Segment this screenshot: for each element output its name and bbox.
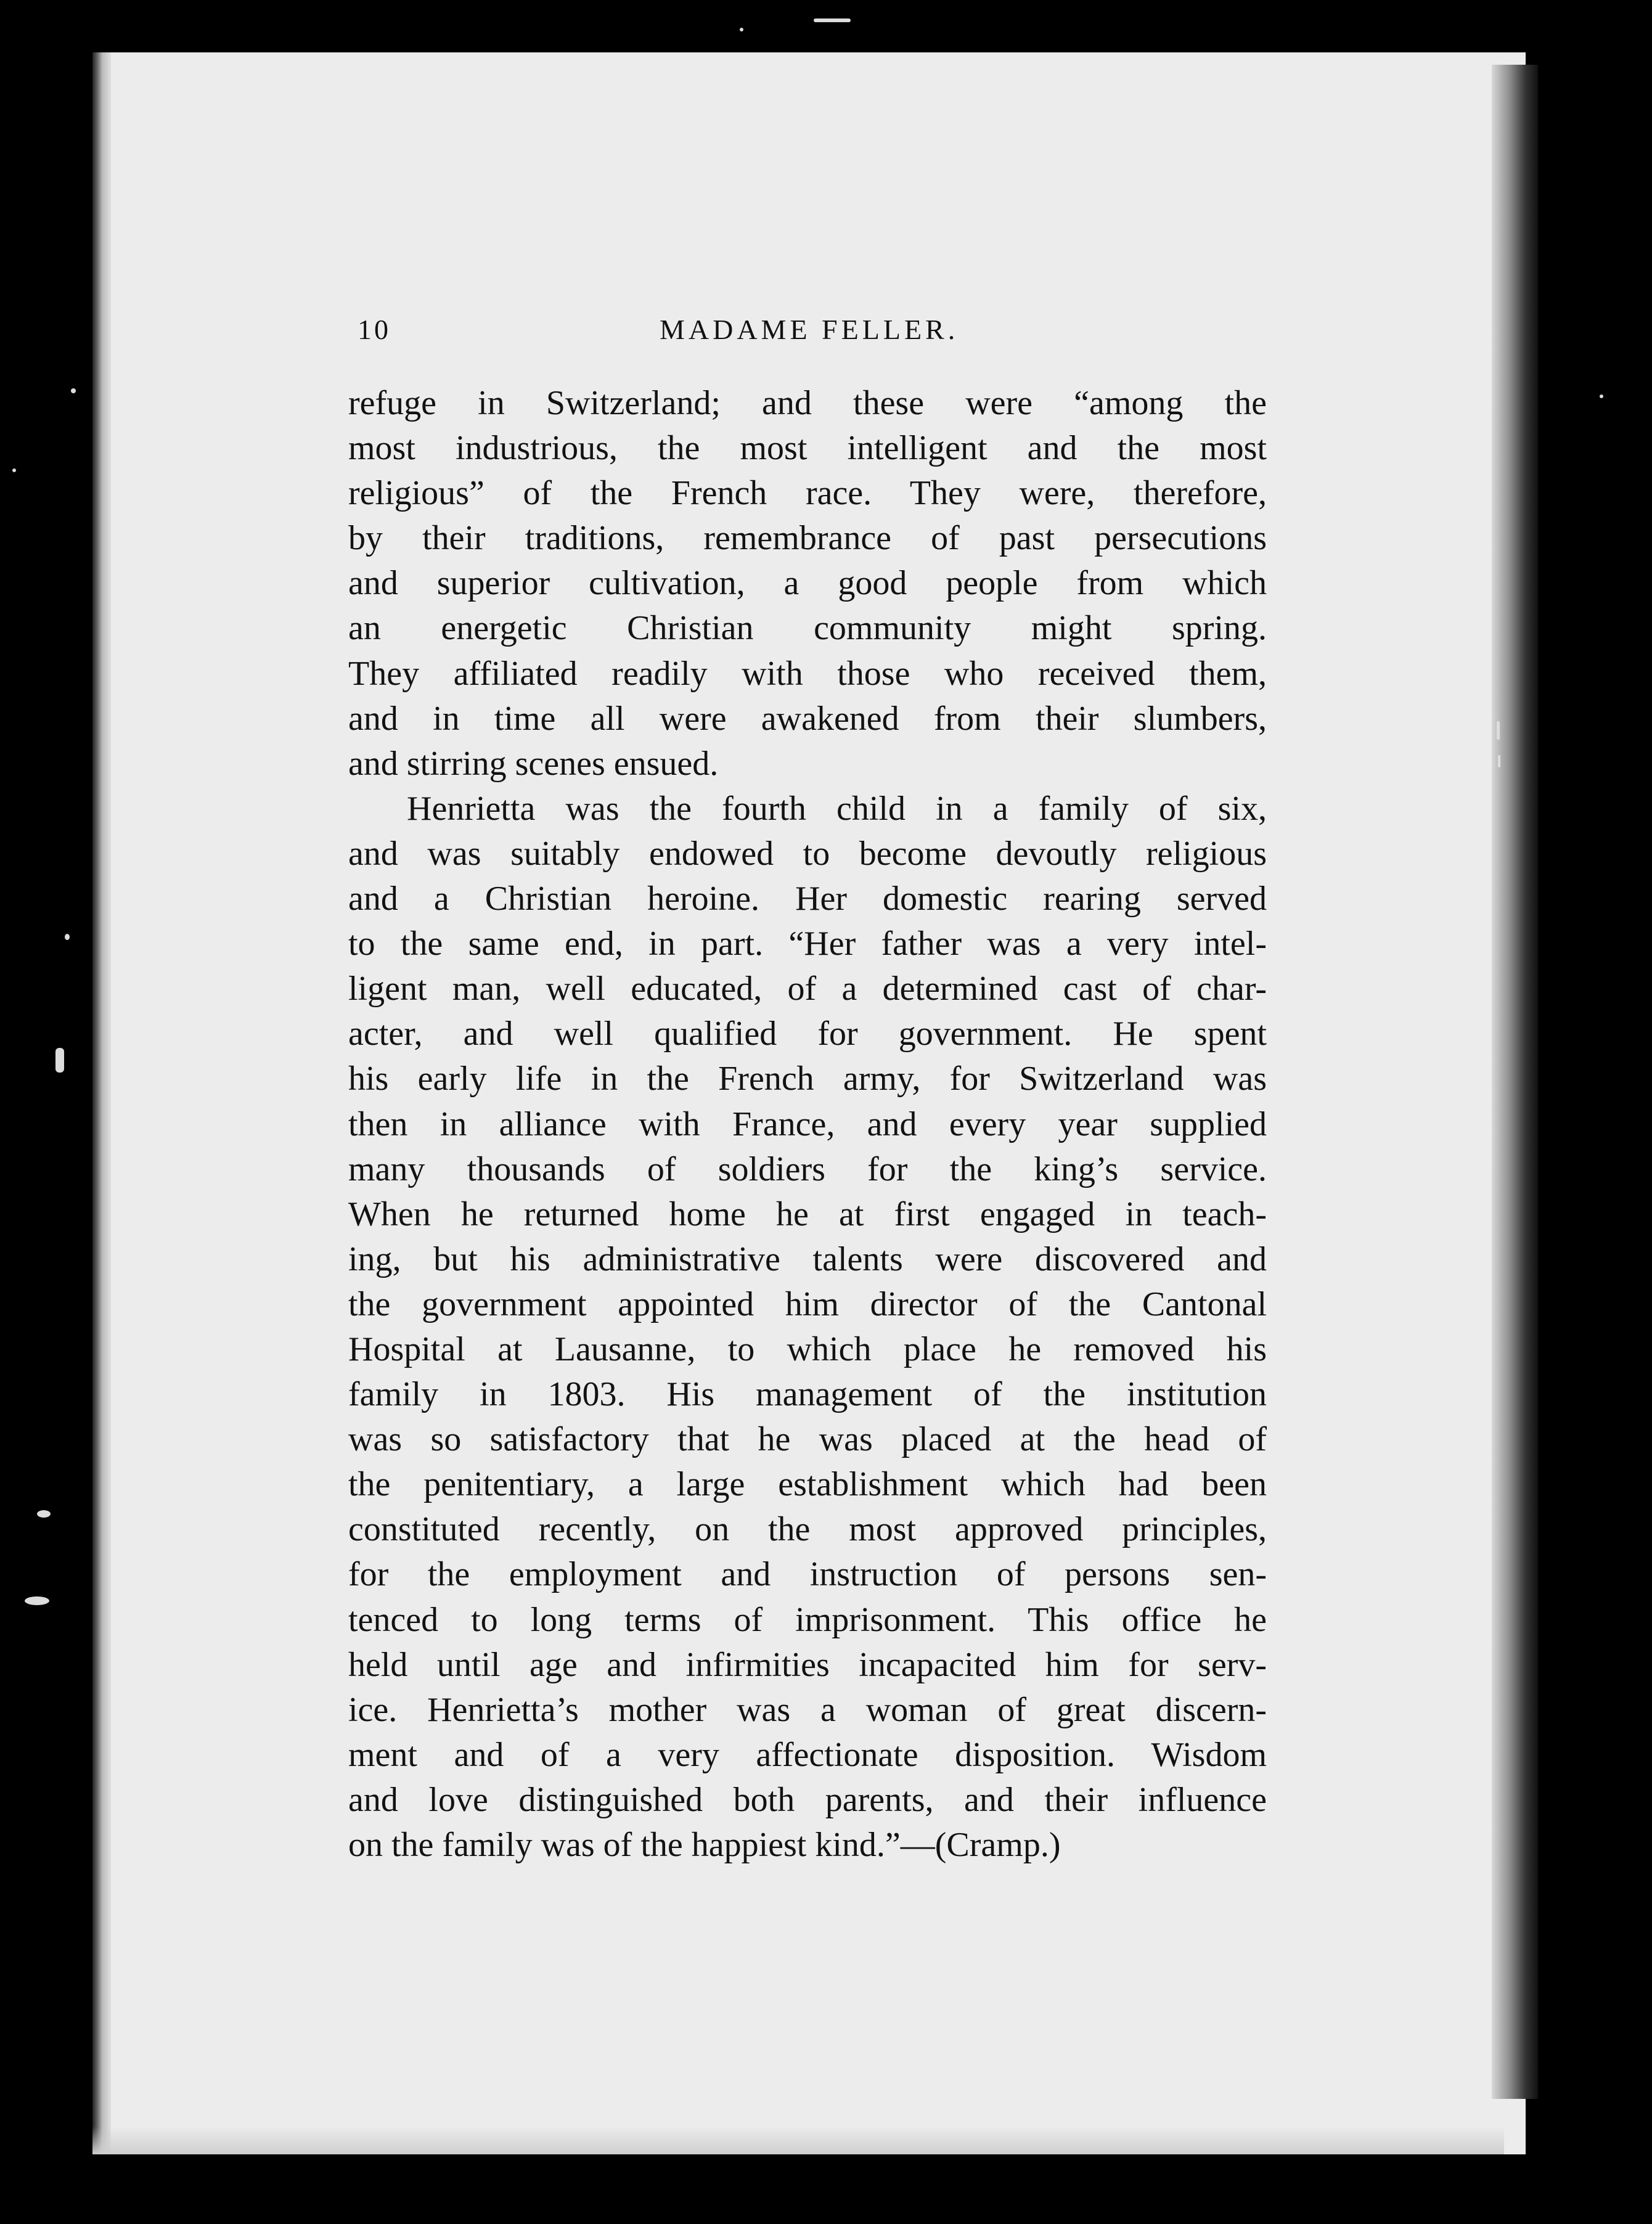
scan-speck: [12, 468, 16, 472]
text-line: and love distinguished both parents, and their influence: [348, 1780, 1267, 1819]
text-line: for the employment and instruction of persons sen-: [348, 1555, 1267, 1594]
text-line: constituted recently, on the most approved principles,: [348, 1510, 1267, 1549]
text-line: his early life in the French army, for Switzerland was: [348, 1060, 1267, 1098]
paragraph: [348, 381, 1267, 787]
text-line: an energetic Christian community might spring.: [348, 609, 1267, 648]
text-line: acter, and well qualified for government. He spent: [348, 1015, 1267, 1053]
text-line: and a Christian heroine. Her domestic rearing served: [348, 880, 1267, 918]
text-line: and stirring scenes ensued.: [348, 744, 719, 783]
text-line: religious” of the French race. They were, therefore,: [348, 474, 1267, 513]
text-line: ing, but his administrative talents were discovered and: [348, 1240, 1267, 1278]
text-line: many thousands of soldiers for the king’s service.: [348, 1150, 1267, 1188]
text-line: most industrious, the most intelligent and the most: [348, 429, 1267, 468]
paragraph: [348, 787, 1267, 1868]
text-line: refuge in Switzerland; and these were “among the: [348, 384, 1267, 422]
text-line: ice. Henrietta’s mother was a woman of great discern-: [348, 1690, 1267, 1729]
text-line: then in alliance with France, and every year supplied: [348, 1105, 1267, 1143]
text-line: and superior cultivation, a good people from which: [348, 564, 1267, 603]
text-line: ligent man, well educated, of a determined cast of char-: [348, 970, 1267, 1008]
text-line: the government appointed him director of the Cantonal: [348, 1285, 1267, 1323]
scan-speck: [65, 934, 70, 940]
scan-speck: [814, 18, 851, 22]
text-line: ment and of a very affectionate disposition. Wisdom: [348, 1735, 1267, 1774]
page-fore-edge: [1492, 65, 1538, 2099]
text-line: tenced to long terms of imprisonment. This office he: [348, 1600, 1267, 1639]
scan-speck: [740, 28, 743, 31]
text-line: Hospital at Lausanne, to which place he removed his: [348, 1330, 1267, 1368]
page-number: 10: [358, 314, 391, 345]
scan-speck: [71, 388, 76, 393]
text-line: and in time all were awakened from their slumbers,: [348, 699, 1267, 738]
scan-speck: [1600, 395, 1603, 398]
text-line: Henrietta was the fourth child in a family of six,: [407, 789, 1267, 828]
scan-speck: [37, 1510, 51, 1518]
scan-speck: [55, 1048, 64, 1073]
body-text: [348, 381, 1267, 1868]
text-line: to the same end, in part. “Her father was a very intel-: [348, 925, 1267, 963]
scan-speck: [1498, 755, 1500, 767]
scan-speck: [25, 1596, 49, 1605]
text-line: When he returned home he at first engaged in teach-: [348, 1195, 1267, 1233]
text-line: and was suitably endowed to become devoutly religious: [348, 834, 1267, 873]
text-line: was so satisfactory that he was placed at the head of: [348, 1420, 1267, 1459]
page-gutter-shadow: [92, 52, 111, 2154]
text-line: They affiliated readily with those who received them,: [348, 654, 1267, 693]
running-title: MADAME FELLER.: [660, 314, 959, 345]
text-line: the penitentiary, a large establishment which had been: [348, 1465, 1267, 1504]
scan-speck: [1497, 721, 1500, 740]
text-line: by their traditions, remembrance of past persecutions: [348, 519, 1267, 558]
running-header: [358, 313, 1270, 356]
text-line: on the family was of the happiest kind.”—(Cramp.): [348, 1826, 1061, 1864]
page-bottom-shadow: [92, 2127, 1504, 2154]
text-line: held until age and infirmities incapacited him for serv-: [348, 1645, 1267, 1684]
text-line: family in 1803. His management of the institution: [348, 1375, 1267, 1414]
